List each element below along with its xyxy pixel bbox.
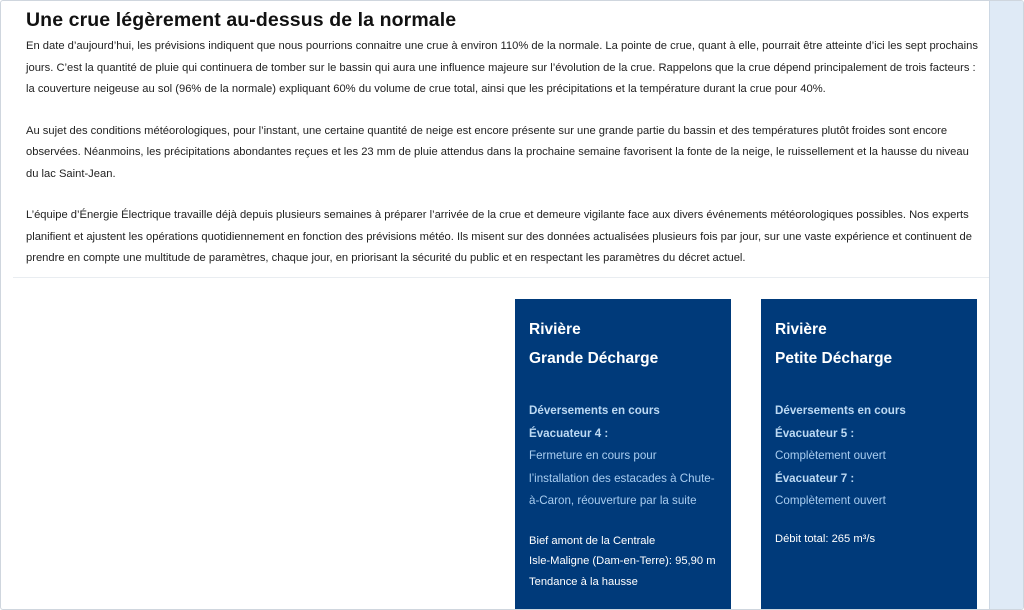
spillway-status-text: Complètement ouvert <box>775 449 886 462</box>
article <box>13 1 991 270</box>
total-flow: Débit total: 265 m³/s <box>775 532 876 545</box>
card-title-line: Rivière <box>775 321 827 338</box>
article-paragraph: En date d’aujourd’hui, les prévisions indiquent que nous pourrions connaitre une crue à environ 110% de la normale. La pointe de crue, quant à elle, pourrait être atteinte d’ici les sept prochains jours. C’est la quantité de pluie qui continuera de tomber sur le bassin qui aura une influence majeure sur l’évolution de la crue. Rappelons que la crue dépend principalement de trois facteurs : la couverture neigeuse au sol (96% de la normale) expliquant 60% du volume de crue total, ainsi que les précipitations et la température durant la crue pour 40%. <box>26 40 978 95</box>
level-trend: Tendance à la hausse <box>529 575 638 588</box>
article-title: Une crue légèrement au-dessus de la normale <box>26 9 457 31</box>
spacer <box>775 513 963 529</box>
spillway-label: Évacuateur 4 : <box>529 426 609 440</box>
right-gutter <box>989 1 1023 610</box>
card-title-line: Petite Décharge <box>775 350 893 367</box>
spill-status: Déversements en cours <box>529 404 660 417</box>
spillway-status-text: Complètement ouvert <box>775 494 886 507</box>
reservoir-label: Bief amont de la Centrale <box>529 534 656 547</box>
card-title-line: Grande Décharge <box>529 350 659 367</box>
river-card-petite-decharge <box>761 299 977 610</box>
card-title <box>775 315 963 373</box>
section-divider <box>13 277 991 278</box>
spillway-label: Évacuateur 5 : <box>775 426 855 440</box>
spillway-status-text: Fermeture en cours pour l’installation des estacades à Chute-à-Caron, réouverture par la suite <box>529 449 715 507</box>
article-paragraph: Au sujet des conditions météorologiques, pour l’instant, une certaine quantité de neige est encore présente sur une grande partie du bassin et des températures plutôt froides sont encore observées. Néanmoins, les précipitations abondantes reçues et les 23 mm de pluie attendus dans la prochaine semaine favorisent la fonte de la neige, le ruissellement et la hausse du niveau du lac Saint-Jean. <box>26 124 969 180</box>
reservoir-level: Isle-Maligne (Dam-en-Terre): 95,90 m <box>529 555 716 567</box>
spillway-label: Évacuateur 7 : <box>775 471 855 485</box>
card-title <box>529 315 717 373</box>
article-paragraph: L’équipe d’Énergie Électrique travaille déjà depuis plusieurs semaines à préparer l’arrivée de la crue et demeure vigilante face aux divers événements météorologiques possibles. Nos experts planifient et ajustent les opérations quotidiennement en fonction des prévisions météo. Ils misent sur des données actualisées plusieurs fois par jour, sur une vaste expérience et continuent de prendre en compte une multitude de paramètres, chaque jour, en priorisant la sécurité du public et en respectant les paramètres du décret actuel. <box>26 209 972 264</box>
river-card-grande-decharge <box>515 299 731 610</box>
spill-status: Déversements en cours <box>775 404 906 417</box>
spacer <box>529 513 717 531</box>
card-title-line: Rivière <box>529 321 581 338</box>
